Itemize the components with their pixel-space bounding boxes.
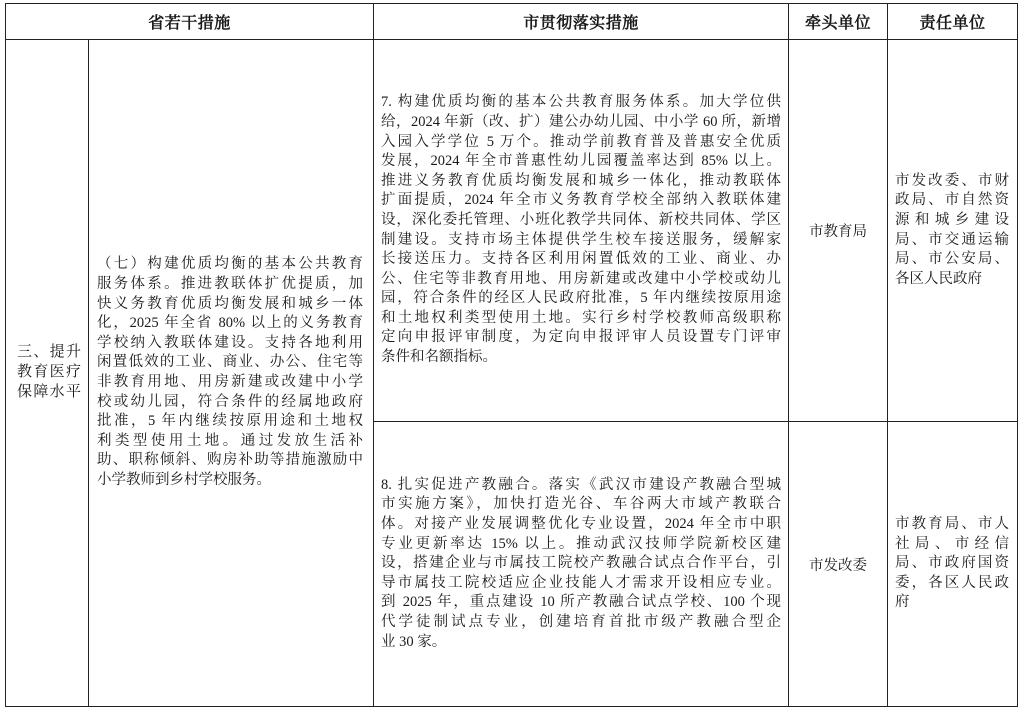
- text-line: 7. 构建优质均衡的基本公共教育服务体系。加大学位供: [381, 94, 782, 111]
- category-text: [17, 343, 81, 402]
- header-lead-unit: 牵头单位: [789, 4, 888, 40]
- text-line: 制建设。支持市场主体提供学生校车接送服务，缓解家: [381, 231, 782, 248]
- text-line: 专业更新率达 15% 以上。推动武汉技师学院新校区建: [381, 535, 782, 552]
- header-city-measures: 市贯彻落实措施: [374, 4, 789, 40]
- text-line: 化，2025 年全省 80% 以上的义务教育: [97, 315, 364, 332]
- responsible-units-cell: [888, 422, 1018, 707]
- province-measure-cell: [89, 40, 374, 707]
- text-line: 非教育用地、用房新建或改建中小学: [97, 374, 364, 390]
- text-line: 助、职称倾斜、购房补助等措施激励中: [97, 452, 364, 469]
- text-line: 校或幼儿园，符合条件的经属地政府: [97, 393, 364, 410]
- text-line: 社局、市经信: [895, 535, 1010, 552]
- responsible-units-cell: [888, 40, 1018, 422]
- text-line: 小学教师到乡村学校服务。: [97, 471, 271, 488]
- text-line: 设，搭建企业与市属技工院校产教融合试点合作平台，引: [381, 555, 782, 572]
- text-line: 委，各区人民政: [895, 574, 1010, 591]
- header-row: [6, 4, 1018, 40]
- text-line: 导市属技工院校适应企业技能人才需求开设相应专业。: [381, 574, 782, 591]
- lead-unit-cell: [789, 40, 888, 422]
- text-line: 保障水平: [17, 383, 81, 400]
- text-line: 服务体系。推进教联体扩优提质，加: [97, 276, 364, 293]
- text-line: 代学徒制试点专业，创建培育首批市级产教融合型企: [381, 613, 782, 630]
- text-line: 学校纳入教联体建设。支持各地利用: [97, 334, 364, 351]
- text-line: 扩面提质，2024 年全市义务教育学校全部纳入教联体建: [381, 192, 782, 209]
- category-cell: [6, 40, 89, 707]
- header-province-measures: 省若干措施: [6, 4, 374, 40]
- text-line: 和土地权利类型使用土地。实行乡村学校教师高级职称: [381, 309, 782, 326]
- responsible-units-text: [895, 515, 1009, 613]
- lead-unit-text: 市发改委: [809, 557, 868, 574]
- text-line: 园，符合条件的经区人民政府批准，5 年内继续按原用途: [381, 290, 782, 307]
- text-line: 快义务教育优质均衡发展和城乡一体: [97, 295, 364, 312]
- text-line: 发展，2024 年全市普惠性幼儿园覆盖率达到 85% 以上。: [381, 153, 782, 170]
- city-measure-text: [381, 93, 781, 367]
- text-line: 市教育局、市人: [895, 516, 1010, 533]
- text-line: 定向申报评审制度，为定向申报评审人员设置专门评审: [381, 329, 782, 346]
- text-line: 8. 扎实促进产教融合。落实《武汉市建设产教融合型城: [381, 476, 782, 493]
- text-line: 设，深化委托管理、小班化教学共同体、新校共同体、学区: [381, 211, 782, 228]
- text-line: 入园入学学位 5 万个。推动学前教育普及普惠安全优质: [381, 133, 782, 150]
- text-line: 府: [895, 594, 910, 611]
- text-line: 三、提升: [17, 344, 81, 361]
- measures-table: [5, 3, 1018, 707]
- text-line: 市实施方案》，加快打造光谷、车谷两大市域产教联合: [381, 496, 782, 513]
- city-measure-cell: [374, 40, 789, 422]
- text-line: 推进义务教育优质均衡发展和城乡一体化，推动教联体: [381, 172, 782, 189]
- text-line: 教育医疗: [17, 364, 81, 381]
- text-line: 体。对接产业发展调整优化专业设置，2024 年全市中职: [381, 516, 782, 533]
- province-measure-text: [97, 255, 363, 490]
- responsible-units-text: [895, 172, 1009, 290]
- text-line: 局、市交通运输: [895, 231, 1010, 248]
- lead-unit-cell: [789, 422, 888, 707]
- text-line: 业 30 家。: [381, 633, 447, 650]
- table-row: [6, 40, 1018, 422]
- text-line: 公、住宅等非教育用地、用房新建或改建中小学校或幼儿: [381, 270, 782, 287]
- text-line: 利类型使用土地。通过发放生活补: [97, 432, 364, 449]
- text-line: （七）构建优质均衡的基本公共教育: [97, 256, 364, 273]
- text-line: 各区人民政府: [895, 270, 983, 287]
- text-line: 闲置低效的工业、商业、办公、住宅等: [97, 354, 364, 371]
- text-line: 长接送压力。支持各区利用闲置低效的工业、商业、办: [381, 251, 782, 268]
- city-measure-cell: [374, 422, 789, 707]
- text-line: 批准，5 年内继续按原用途和土地权: [97, 413, 364, 430]
- text-line: 局、市政府国资: [895, 555, 1010, 572]
- text-line: 源和城乡建设: [895, 211, 1010, 228]
- lead-unit-text: 市教育局: [809, 224, 868, 240]
- text-line: 政局、市自然资: [895, 192, 1010, 209]
- header-responsible-units: 责任单位: [888, 4, 1018, 40]
- text-line: 给，2024 年新（改、扩）建公办幼儿园、中小学 60 所，新增: [381, 113, 782, 130]
- text-line: 局、市公安局、: [895, 251, 1010, 268]
- text-line: 条件和名额指标。: [381, 349, 498, 366]
- text-line: 市发改委、市财: [895, 172, 1010, 189]
- text-line: 到 2025 年，重点建设 10 所产教融合试点学校、100 个现: [381, 594, 782, 611]
- city-measure-text: [381, 476, 781, 652]
